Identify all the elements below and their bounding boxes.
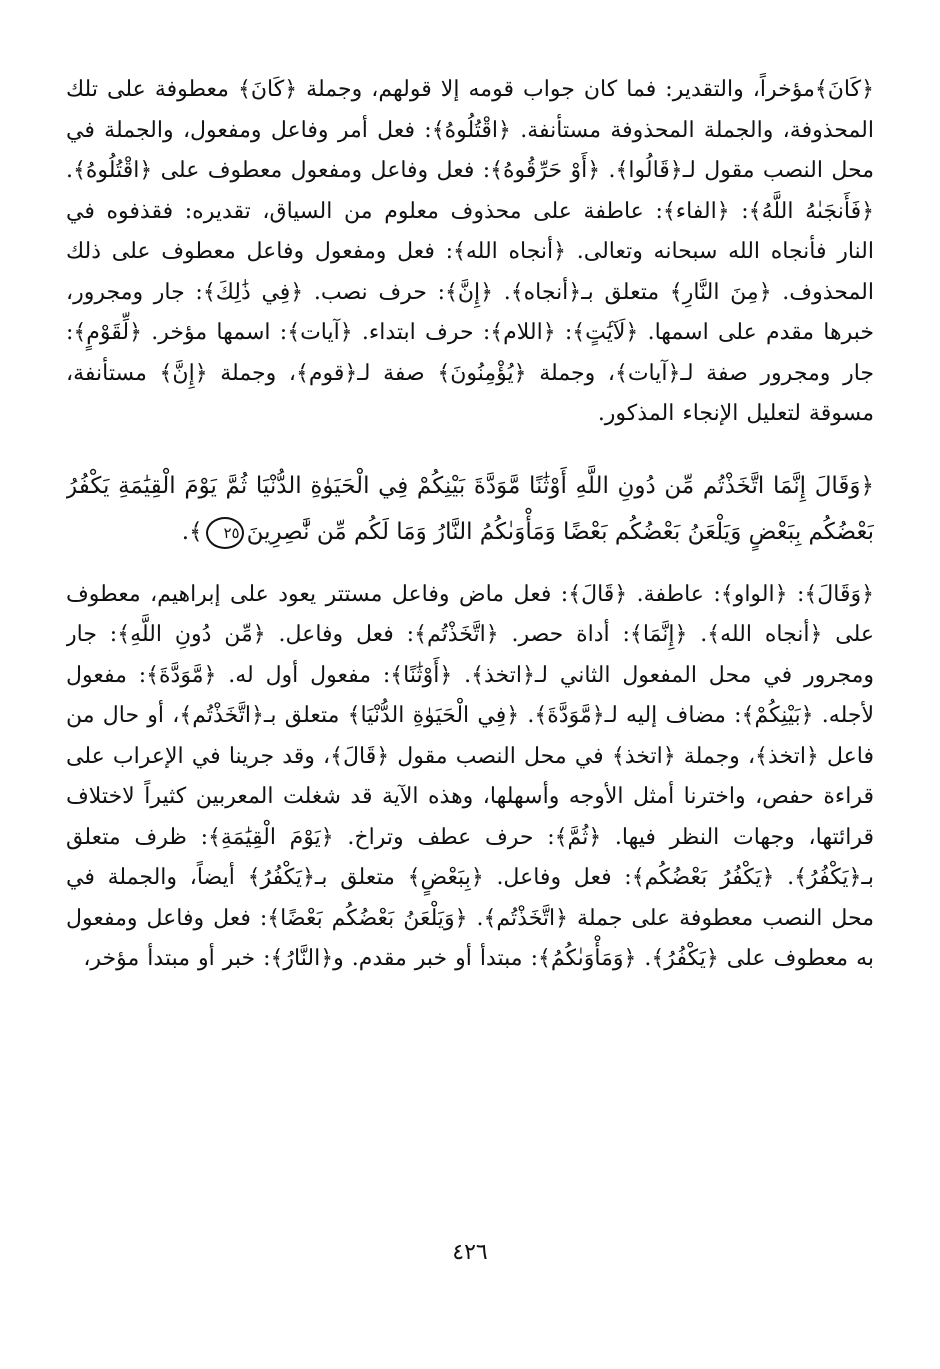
commentary-paragraph-1: ﴿كَانَ﴾مؤخراً، والتقدير: فما كان جواب قومه إلا قولهم، وجملة ﴿كَانَ﴾ معطوفة على تلك المحذوفة، والجملة المحذوفة مستأنفة. ﴿اقْتُلُوهُ﴾: فعل أمر وفاعل ومفعول، والجملة في محل النصب مقول لـ﴿قَالُوا﴾. ﴿أَوْ حَرِّقُوهُ﴾: فعل وفاعل ومفعول معطوف على ﴿اقْتُلُوهُ﴾. ﴿فَأَنجَىٰهُ اللَّهُ﴾: ﴿الفاء﴾: عاطفة على محذوف معلوم من السياق، تقديره: فقذفوه في النار فأنجاه الله سبحانه وتعالى. ﴿أنجاه الله﴾: فعل ومفعول وفاعل معطوف على ذلك المحذوف. ﴿مِنَ النَّارِ﴾ متعلق بـ﴿أنجاه﴾. ﴿إِنَّ﴾: حرف نصب. ﴿فِي ذَٰلِكَ﴾: جار ومجرور، خبرها مقدم على اسمها. ﴿لَآيَٰتٍ﴾: ﴿اللام﴾: حرف ابتداء. ﴿آيات﴾: اسمها مؤخر. ﴿لِّقَوْمٍ﴾: جار ومجرور صفة لـ﴿آيات﴾، وجملة ﴿يُؤْمِنُونَ﴾ صفة لـ﴿قوم﴾، وجملة ﴿إِنَّ﴾ مستأنفة، مسوقة لتعليل الإنجاء المذكور.	[66, 77, 874, 426]
verse-text: ﴿وَقَالَ إِنَّمَا اتَّخَذْتُم مِّن دُونِ اللَّهِ أَوْثَٰنًا مَّوَدَّةَ بَيْنِكُمْ فِي الْحَيَوٰةِ الدُّنْيَا ثُمَّ يَوْمَ الْقِيَٰمَةِ يَكْفُرُ بَعْضُكُم بِبَعْضٍ وَيَلْعَنُ بَعْضُكُم بَعْضًا وَمَأْوَىٰكُمُ النَّارُ وَمَا لَكُم مِّن نَّٰصِرِينَ	[66, 472, 874, 545]
ayah-number-marker: ٢٥	[206, 517, 244, 549]
page-content	[66, 70, 874, 1360]
commentary-paragraph-2: ﴿وَقَالَ﴾: ﴿الواو﴾: عاطفة. ﴿قَالَ﴾: فعل ماض وفاعل مستتر يعود على إبراهيم، معطوف على ﴿أنجاه الله﴾. ﴿إِنَّمَا﴾: أداة حصر. ﴿اتَّخَذْتُم﴾: فعل وفاعل. ﴿مِّن دُونِ اللَّهِ﴾: جار ومجرور في محل المفعول الثاني لـ﴿اتخذ﴾. ﴿أَوْثَٰنًا﴾: مفعول أول له. ﴿مَّوَدَّةَ﴾: مفعول لأجله. ﴿بَيْنِكُمْ﴾: مضاف إليه لـ﴿مَّوَدَّةَ﴾. ﴿فِي الْحَيَوٰةِ الدُّنْيَا﴾ متعلق بـ﴿اتَّخَذْتُم﴾، أو حال من فاعل ﴿اتخذ﴾، وجملة ﴿اتخذ﴾ في محل النصب مقول ﴿قَالَ﴾، وقد جرينا في الإعراب على قراءة حفص، واخترنا أمثل الأوجه وأسهلها، وهذه الآية قد شغلت المعربين كثيراً لاختلاف قرائتها، وجهات النظر فيها. ﴿ثُمَّ﴾: حرف عطف وتراخ. ﴿يَوْمَ الْقِيَٰمَةِ﴾: ظرف متعلق بـ﴿يَكْفُرُ﴾. ﴿يَكْفُرُ بَعْضُكُم﴾: فعل وفاعل. ﴿بِبَعْضٍ﴾ متعلق بـ﴿يَكْفُرُ﴾ أيضاً، والجملة في محل النصب معطوفة على جملة ﴿اتَّخَذْتُم﴾. ﴿وَيَلْعَنُ بَعْضُكُم بَعْضًا﴾: فعل وفاعل ومفعول به معطوف على ﴿يَكْفُرُ﴾. ﴿وَمَأْوَىٰكُمُ﴾: مبتدأ أو خبر مقدم. و﴿النَّارُ﴾: خبر أو مبتدأ مؤخر،	[66, 581, 874, 971]
verse-end: ﴾.	[181, 518, 203, 545]
page-number: ٤٢٦	[452, 1240, 488, 1265]
quran-verse	[66, 463, 874, 555]
